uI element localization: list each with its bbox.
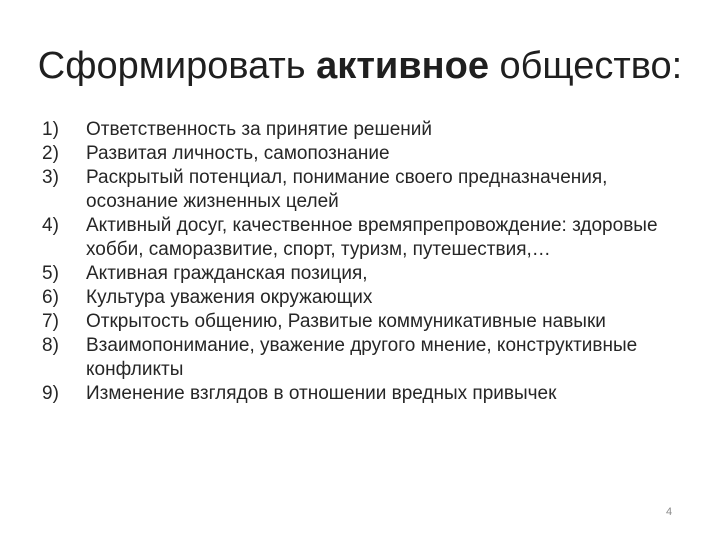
list-item-number: 4) [42,215,59,236]
list-item-text: Активная гражданская позиция, [86,263,368,284]
title-prefix: Сформировать [37,45,306,87]
list-item-number: 7) [42,311,59,332]
slide-title [0,42,720,90]
list-item-text: Открытость общению, Развитые коммуникативные навыки [86,311,606,332]
list-item-text: Ответственность за принятие решений [86,119,432,140]
list-item-number: 6) [42,287,59,308]
list-item [42,262,702,286]
list-item-number: 5) [42,263,59,284]
title-suffix: общество: [499,45,683,87]
page-number: 4 [666,506,673,518]
list-item [42,310,702,334]
list-item [42,142,702,166]
list-item-number: 8) [42,335,59,356]
title-bold-word: активное [316,45,489,87]
list-item-text: Изменение взглядов в отношении вредных привычек [86,383,557,404]
list-item [42,382,702,406]
list-item [42,166,702,214]
list-item-text: Развитая личность, самопознание [86,143,390,164]
numbered-list [42,118,702,406]
list-item-text: Раскрытый потенциал, понимание своего предназначения, осознание жизненных целей [86,167,608,212]
list-item-number: 3) [42,167,59,188]
list-item [42,118,702,142]
list-item-text: Культура уважения окружающих [86,287,373,308]
list-item [42,334,702,382]
list-item-number: 2) [42,143,59,164]
list-item-text: Активный досуг, качественное времяпрепровождение: здоровые хобби, саморазвитие, спорт, туризм, путешествия,… [86,215,658,260]
list-item [42,286,702,310]
list-item-number: 1) [42,119,59,140]
list-item [42,214,702,262]
list-item-number: 9) [42,383,59,404]
list-item-text: Взаимопонимание, уважение другого мнение, конструктивные конфликты [86,335,638,380]
